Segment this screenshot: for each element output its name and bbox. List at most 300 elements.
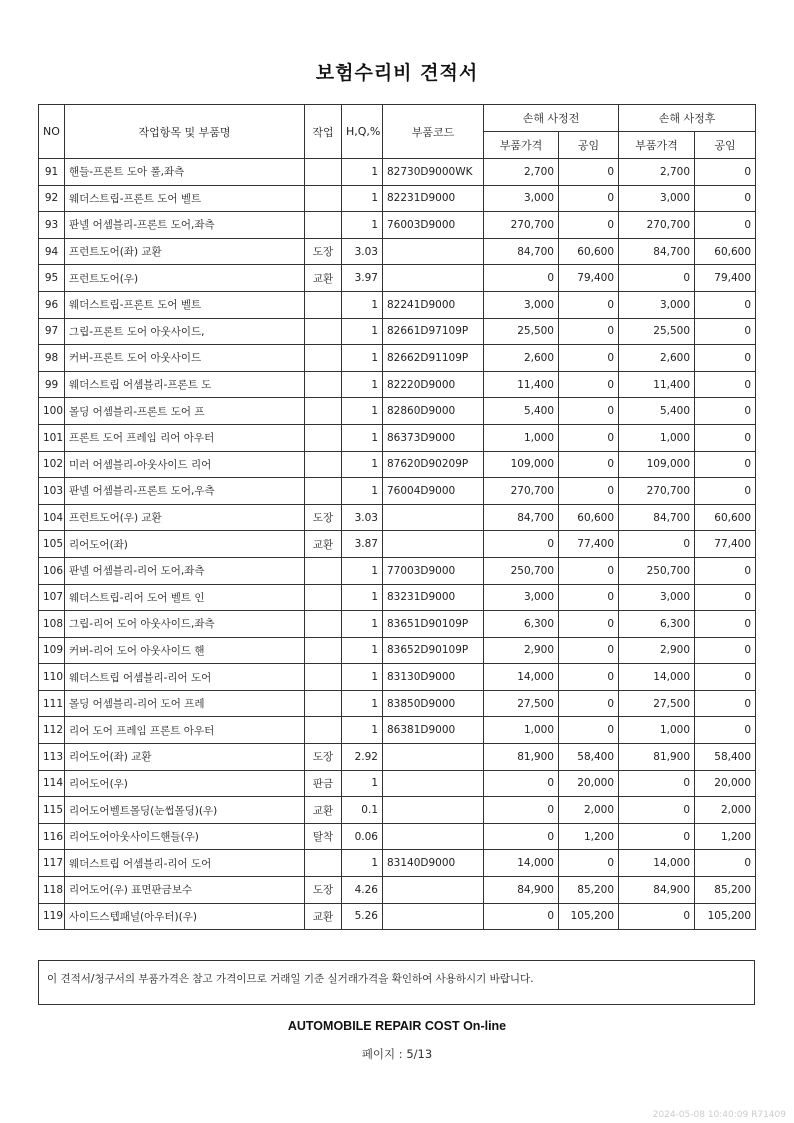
header-hq: H,Q,%: [342, 105, 383, 159]
cell-item: 판넬 어셈블리-리어 도어,좌측: [65, 557, 305, 584]
cell-no: 91: [39, 159, 65, 186]
cell-before-price: 2,900: [484, 637, 559, 664]
header-before-price: 부품가격: [484, 132, 559, 159]
cell-hq: 0.06: [342, 823, 383, 850]
cell-no: 119: [39, 903, 65, 930]
cell-work: [305, 690, 342, 717]
cell-item: 리어도어벨트몰딩(눈썹몰딩)(우): [65, 797, 305, 824]
cell-no: 113: [39, 744, 65, 771]
table-row: [39, 903, 756, 930]
cell-item: 웨더스트립 어셈블리-프론트 도: [65, 371, 305, 398]
cell-after-price: 25,500: [619, 318, 695, 345]
cell-before-price: 14,000: [484, 664, 559, 691]
table-row: [39, 717, 756, 744]
cell-before-labor: 0: [559, 690, 619, 717]
cell-before-labor: 0: [559, 451, 619, 478]
cell-item: 리어도어(좌): [65, 531, 305, 558]
table-row: [39, 770, 756, 797]
cell-work: [305, 451, 342, 478]
cell-after-labor: 0: [695, 424, 756, 451]
cell-code: 83652D90109P: [383, 637, 484, 664]
cell-after-labor: 0: [695, 557, 756, 584]
cell-before-labor: 0: [559, 291, 619, 318]
cell-item: 커버-리어 도어 아웃사이드 핸: [65, 637, 305, 664]
cell-after-labor: 0: [695, 850, 756, 877]
cell-before-labor: 0: [559, 664, 619, 691]
cell-item: 리어도어아웃사이드핸들(우): [65, 823, 305, 850]
cell-item: 그립-리어 도어 아웃사이드,좌측: [65, 611, 305, 638]
cell-no: 117: [39, 850, 65, 877]
cell-after-labor: 1,200: [695, 823, 756, 850]
cell-item: 커버-프론트 도어 아웃사이드: [65, 345, 305, 372]
cell-after-price: 2,600: [619, 345, 695, 372]
cell-before-labor: 20,000: [559, 770, 619, 797]
cell-after-price: 2,900: [619, 637, 695, 664]
table-row: [39, 212, 756, 239]
cell-hq: 3.87: [342, 531, 383, 558]
cell-work: 도장: [305, 877, 342, 904]
cell-before-price: 14,000: [484, 850, 559, 877]
cell-after-price: 84,700: [619, 238, 695, 265]
cell-no: 110: [39, 664, 65, 691]
cell-code: [383, 265, 484, 292]
cell-code: [383, 823, 484, 850]
cell-hq: 1: [342, 717, 383, 744]
cell-item: 웨더스트립 어셈블리-리어 도어: [65, 850, 305, 877]
cell-code: 82860D9000: [383, 398, 484, 425]
cell-before-labor: 85,200: [559, 877, 619, 904]
cell-work: [305, 557, 342, 584]
cell-hq: 3.03: [342, 504, 383, 531]
cell-after-labor: 0: [695, 690, 756, 717]
cell-no: 101: [39, 424, 65, 451]
cell-no: 115: [39, 797, 65, 824]
cell-before-price: 0: [484, 903, 559, 930]
cell-work: [305, 850, 342, 877]
header-after-price: 부품가격: [619, 132, 695, 159]
cell-after-labor: 0: [695, 291, 756, 318]
cell-after-price: 3,000: [619, 584, 695, 611]
cell-item: 리어 도어 프레임 프론트 아우터: [65, 717, 305, 744]
cell-hq: 5.26: [342, 903, 383, 930]
cell-no: 105: [39, 531, 65, 558]
cell-after-price: 1,000: [619, 717, 695, 744]
cell-code: 82661D97109P: [383, 318, 484, 345]
cell-code: [383, 903, 484, 930]
cell-after-labor: 2,000: [695, 797, 756, 824]
cell-code: 83231D9000: [383, 584, 484, 611]
cell-before-price: 250,700: [484, 557, 559, 584]
cell-code: 83850D9000: [383, 690, 484, 717]
cell-hq: 1: [342, 318, 383, 345]
table-row: [39, 345, 756, 372]
page-number: 페이지 : 5/13: [361, 1047, 433, 1061]
table-row: [39, 398, 756, 425]
cell-before-labor: 0: [559, 557, 619, 584]
cell-before-price: 270,700: [484, 212, 559, 239]
cell-after-price: 0: [619, 531, 695, 558]
cell-before-labor: 60,600: [559, 504, 619, 531]
cell-before-price: 270,700: [484, 478, 559, 505]
footer-brand: AUTOMOBILE REPAIR COST On-line: [287, 1019, 507, 1033]
cell-before-price: 27,500: [484, 690, 559, 717]
cell-item: 판넬 어셈블리-프론트 도어,우측: [65, 478, 305, 505]
header-no: NO: [39, 105, 65, 159]
cell-after-price: 109,000: [619, 451, 695, 478]
cell-after-labor: 0: [695, 451, 756, 478]
cell-before-price: 109,000: [484, 451, 559, 478]
cell-no: 93: [39, 212, 65, 239]
cell-hq: 1: [342, 291, 383, 318]
cell-before-labor: 0: [559, 371, 619, 398]
cell-hq: 1: [342, 690, 383, 717]
cell-hq: 0.1: [342, 797, 383, 824]
cell-hq: 1: [342, 770, 383, 797]
cell-item: 판넬 어셈블리-프론트 도어,좌측: [65, 212, 305, 239]
table-row: [39, 823, 756, 850]
cell-no: 94: [39, 238, 65, 265]
table-row: [39, 637, 756, 664]
cell-after-labor: 85,200: [695, 877, 756, 904]
cell-work: [305, 159, 342, 186]
table-row: [39, 185, 756, 212]
cell-hq: 3.97: [342, 265, 383, 292]
cell-work: 도장: [305, 744, 342, 771]
cell-code: 86373D9000: [383, 424, 484, 451]
cell-before-labor: 0: [559, 584, 619, 611]
cell-before-price: 0: [484, 823, 559, 850]
cell-no: 107: [39, 584, 65, 611]
cell-before-labor: 0: [559, 185, 619, 212]
cell-code: [383, 531, 484, 558]
cell-hq: 1: [342, 371, 383, 398]
cell-work: [305, 398, 342, 425]
table-row: [39, 424, 756, 451]
document-title: 보험수리비 견적서: [315, 62, 479, 84]
cell-after-price: 5,400: [619, 398, 695, 425]
cell-item: 웨더스트립 어셈블리-리어 도어: [65, 664, 305, 691]
cell-hq: 1: [342, 159, 383, 186]
cell-no: 106: [39, 557, 65, 584]
cell-after-labor: 0: [695, 611, 756, 638]
cell-before-labor: 58,400: [559, 744, 619, 771]
cell-work: [305, 345, 342, 372]
cell-before-labor: 0: [559, 318, 619, 345]
cell-before-labor: 0: [559, 212, 619, 239]
cell-hq: 4.26: [342, 877, 383, 904]
cell-hq: 1: [342, 557, 383, 584]
cell-item: 웨더스트립-리어 도어 벨트 인: [65, 584, 305, 611]
cell-before-price: 1,000: [484, 717, 559, 744]
cell-after-price: 27,500: [619, 690, 695, 717]
cell-after-labor: 0: [695, 717, 756, 744]
cell-before-price: 81,900: [484, 744, 559, 771]
cell-code: [383, 877, 484, 904]
cell-hq: 1: [342, 212, 383, 239]
cell-item: 리어도어(좌) 교환: [65, 744, 305, 771]
cell-code: [383, 238, 484, 265]
cell-after-labor: 60,600: [695, 238, 756, 265]
cell-before-price: 2,600: [484, 345, 559, 372]
cell-after-price: 6,300: [619, 611, 695, 638]
cell-code: 83130D9000: [383, 664, 484, 691]
cell-no: 95: [39, 265, 65, 292]
cell-item: 프론트 도어 프레임 리어 아우터: [65, 424, 305, 451]
cell-after-price: 0: [619, 770, 695, 797]
cell-item: 프런트도어(우): [65, 265, 305, 292]
cell-no: 114: [39, 770, 65, 797]
cell-after-price: 3,000: [619, 291, 695, 318]
cell-after-price: 11,400: [619, 371, 695, 398]
cell-before-price: 84,700: [484, 238, 559, 265]
cell-item: 미러 어셈블리-아웃사이드 리어: [65, 451, 305, 478]
cell-after-labor: 0: [695, 398, 756, 425]
table-row: [39, 690, 756, 717]
header-after-labor: 공임: [695, 132, 756, 159]
cell-after-labor: 0: [695, 318, 756, 345]
cell-work: [305, 371, 342, 398]
cell-before-labor: 1,200: [559, 823, 619, 850]
cell-after-price: 14,000: [619, 664, 695, 691]
cell-after-price: 0: [619, 903, 695, 930]
cell-item: 몰딩 어셈블리-프론트 도어 프: [65, 398, 305, 425]
cell-after-price: 270,700: [619, 212, 695, 239]
cell-before-price: 0: [484, 265, 559, 292]
cell-code: [383, 770, 484, 797]
cell-after-price: 14,000: [619, 850, 695, 877]
cell-after-price: 270,700: [619, 478, 695, 505]
table-row: [39, 744, 756, 771]
cell-no: 104: [39, 504, 65, 531]
cell-item: 웨더스트립-프론트 도어 벨트: [65, 185, 305, 212]
cell-work: 탈착: [305, 823, 342, 850]
cell-before-labor: 0: [559, 611, 619, 638]
cell-hq: 2.92: [342, 744, 383, 771]
table-row: [39, 797, 756, 824]
cell-no: 103: [39, 478, 65, 505]
cell-hq: 1: [342, 451, 383, 478]
cell-hq: 1: [342, 637, 383, 664]
cell-after-price: 3,000: [619, 185, 695, 212]
cell-before-labor: 60,600: [559, 238, 619, 265]
cell-code: 83140D9000: [383, 850, 484, 877]
estimate-table: [38, 104, 756, 930]
cell-no: 97: [39, 318, 65, 345]
cell-no: 111: [39, 690, 65, 717]
cell-before-labor: 2,000: [559, 797, 619, 824]
cell-work: [305, 717, 342, 744]
cell-after-labor: 0: [695, 345, 756, 372]
cell-hq: 1: [342, 398, 383, 425]
cell-code: 87620D90209P: [383, 451, 484, 478]
cell-before-price: 6,300: [484, 611, 559, 638]
table-row: [39, 451, 756, 478]
cell-work: [305, 185, 342, 212]
cell-work: [305, 637, 342, 664]
cell-hq: 1: [342, 345, 383, 372]
table-row: [39, 531, 756, 558]
cell-before-labor: 0: [559, 424, 619, 451]
cell-hq: 1: [342, 584, 383, 611]
header-code: 부품코드: [383, 105, 484, 159]
cell-before-labor: 79,400: [559, 265, 619, 292]
cell-hq: 1: [342, 850, 383, 877]
cell-code: 86381D9000: [383, 717, 484, 744]
table-row: [39, 850, 756, 877]
price-notice: 이 견적서/청구서의 부품가격은 참고 가격이므로 거래일 기준 실거래가격을 확인하여 사용하시기 바랍니다.: [38, 960, 755, 1005]
table-row: [39, 664, 756, 691]
cell-item: 리어도어(우): [65, 770, 305, 797]
cell-after-labor: 79,400: [695, 265, 756, 292]
cell-before-price: 1,000: [484, 424, 559, 451]
cell-code: 76004D9000: [383, 478, 484, 505]
cell-after-labor: 0: [695, 584, 756, 611]
cell-no: 92: [39, 185, 65, 212]
cell-code: [383, 744, 484, 771]
cell-code: 82231D9000: [383, 185, 484, 212]
cell-work: 판금: [305, 770, 342, 797]
header-item: 작업항목 및 부품명: [65, 105, 305, 159]
cell-code: 83651D90109P: [383, 611, 484, 638]
cell-work: 교환: [305, 265, 342, 292]
cell-work: [305, 664, 342, 691]
cell-before-price: 5,400: [484, 398, 559, 425]
cell-before-price: 0: [484, 797, 559, 824]
table-row: [39, 478, 756, 505]
cell-before-labor: 0: [559, 398, 619, 425]
cell-code: 82220D9000: [383, 371, 484, 398]
table-row: [39, 371, 756, 398]
cell-before-price: 0: [484, 770, 559, 797]
cell-work: 교환: [305, 903, 342, 930]
cell-hq: 1: [342, 664, 383, 691]
cell-hq: 1: [342, 478, 383, 505]
cell-after-labor: 58,400: [695, 744, 756, 771]
cell-hq: 1: [342, 611, 383, 638]
cell-code: [383, 504, 484, 531]
cell-item: 리어도어(우) 표면판금보수: [65, 877, 305, 904]
cell-before-labor: 0: [559, 345, 619, 372]
cell-after-price: 2,700: [619, 159, 695, 186]
cell-before-labor: 77,400: [559, 531, 619, 558]
cell-after-labor: 0: [695, 371, 756, 398]
table-row: [39, 265, 756, 292]
cell-before-labor: 0: [559, 478, 619, 505]
table-row: [39, 504, 756, 531]
cell-after-labor: 60,600: [695, 504, 756, 531]
cell-item: 그립-프론트 도어 아웃사이드,: [65, 318, 305, 345]
cell-item: 몰딩 어셈블리-리어 도어 프레: [65, 690, 305, 717]
table-row: [39, 291, 756, 318]
cell-work: [305, 291, 342, 318]
cell-work: [305, 424, 342, 451]
cell-code: 76003D9000: [383, 212, 484, 239]
cell-before-price: 84,900: [484, 877, 559, 904]
cell-code: 82730D9000WK: [383, 159, 484, 186]
cell-work: [305, 584, 342, 611]
cell-no: 118: [39, 877, 65, 904]
cell-after-price: 81,900: [619, 744, 695, 771]
cell-before-price: 3,000: [484, 185, 559, 212]
cell-no: 99: [39, 371, 65, 398]
table-row: [39, 159, 756, 186]
cell-after-labor: 0: [695, 185, 756, 212]
cell-code: [383, 797, 484, 824]
cell-item: 프런트도어(우) 교환: [65, 504, 305, 531]
cell-no: 112: [39, 717, 65, 744]
cell-before-price: 2,700: [484, 159, 559, 186]
cell-after-price: 84,900: [619, 877, 695, 904]
cell-no: 108: [39, 611, 65, 638]
cell-before-labor: 0: [559, 850, 619, 877]
cell-after-price: 84,700: [619, 504, 695, 531]
cell-item: 핸들-프론트 도아 풀,좌측: [65, 159, 305, 186]
table-row: [39, 877, 756, 904]
cell-after-labor: 20,000: [695, 770, 756, 797]
cell-item: 웨더스트립-프론트 도어 벨트: [65, 291, 305, 318]
cell-after-labor: 0: [695, 664, 756, 691]
cell-before-labor: 0: [559, 637, 619, 664]
cell-after-price: 0: [619, 265, 695, 292]
cell-code: 82662D91109P: [383, 345, 484, 372]
table-row: [39, 318, 756, 345]
cell-hq: 1: [342, 185, 383, 212]
cell-before-labor: 105,200: [559, 903, 619, 930]
cell-no: 96: [39, 291, 65, 318]
cell-work: [305, 318, 342, 345]
cell-after-labor: 77,400: [695, 531, 756, 558]
cell-work: 교환: [305, 531, 342, 558]
cell-after-labor: 0: [695, 478, 756, 505]
cell-before-price: 84,700: [484, 504, 559, 531]
cell-work: 도장: [305, 504, 342, 531]
cell-no: 100: [39, 398, 65, 425]
cell-before-labor: 0: [559, 717, 619, 744]
cell-after-price: 1,000: [619, 424, 695, 451]
header-work: 작업: [305, 105, 342, 159]
cell-after-labor: 0: [695, 159, 756, 186]
cell-before-price: 3,000: [484, 584, 559, 611]
cell-work: [305, 611, 342, 638]
cell-work: 도장: [305, 238, 342, 265]
cell-after-labor: 0: [695, 637, 756, 664]
cell-after-labor: 0: [695, 212, 756, 239]
cell-code: 77003D9000: [383, 557, 484, 584]
table-row: [39, 584, 756, 611]
cell-no: 109: [39, 637, 65, 664]
cell-before-price: 25,500: [484, 318, 559, 345]
header-after: 손해 사정후: [619, 105, 756, 132]
table-row: [39, 557, 756, 584]
cell-after-price: 250,700: [619, 557, 695, 584]
cell-code: 82241D9000: [383, 291, 484, 318]
estimate-rows: [39, 159, 756, 930]
table-row: [39, 611, 756, 638]
cell-work: 교환: [305, 797, 342, 824]
cell-after-labor: 105,200: [695, 903, 756, 930]
cell-item: 사이드스텝패널(아우터)(우): [65, 903, 305, 930]
cell-no: 102: [39, 451, 65, 478]
cell-item: 프런트도어(좌) 교환: [65, 238, 305, 265]
cell-before-price: 0: [484, 531, 559, 558]
table-row: [39, 238, 756, 265]
print-timestamp: 2024-05-08 10:40:09 R71409: [652, 1110, 786, 1120]
cell-after-price: 0: [619, 823, 695, 850]
cell-before-price: 3,000: [484, 291, 559, 318]
header-before: 손해 사정전: [484, 105, 619, 132]
cell-before-labor: 0: [559, 159, 619, 186]
cell-no: 116: [39, 823, 65, 850]
